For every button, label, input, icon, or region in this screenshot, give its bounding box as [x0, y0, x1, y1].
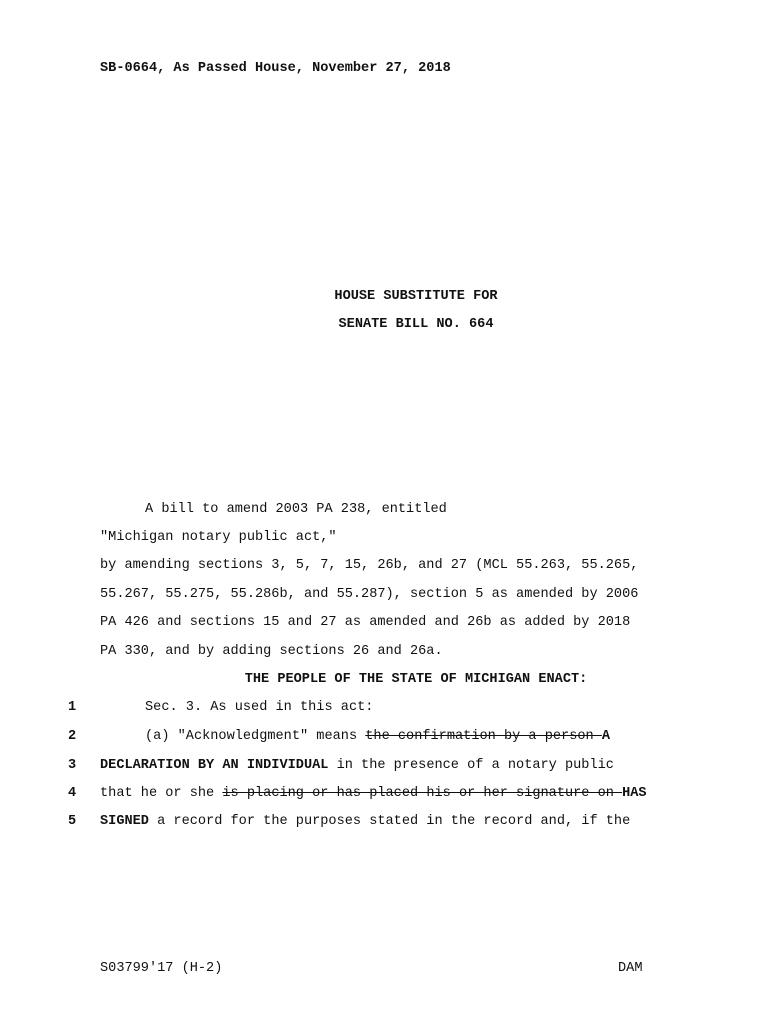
line-number: 5 — [68, 814, 77, 829]
body-text: a record for the purposes stated in the record and, if the — [148, 814, 631, 829]
body-text: (a) "Acknowledgment" means — [145, 729, 366, 744]
line-number: 3 — [68, 758, 77, 773]
footer-initials: DAM — [618, 961, 643, 976]
footer-doc-id: S03799'17 (H-2) — [100, 961, 223, 976]
title-line-1: HOUSE SUBSTITUTE FOR — [334, 289, 498, 304]
inserted-text: DECLARATION BY AN INDIVIDUAL — [100, 758, 329, 773]
preamble-line-5: PA 426 and sections 15 and 27 as amended and 26b as added by 2018 — [100, 615, 631, 630]
preamble-line-6: PA 330, and by adding sections 26 and 26a. — [100, 644, 443, 659]
preamble-line-4: 55.267, 55.275, 55.286b, and 55.287), section 5 as amended by 2006 — [100, 587, 639, 602]
struck-text: is placing or has placed his or her signature on — [222, 786, 623, 801]
preamble-line-3: by amending sections 3, 5, 7, 15, 26b, and 27 (MCL 55.263, 55.265, — [100, 558, 639, 573]
line-number: 4 — [68, 786, 77, 801]
line-number: 2 — [68, 729, 77, 744]
enacting-clause: THE PEOPLE OF THE STATE OF MICHIGAN ENACT: — [244, 672, 588, 687]
body-line-3 — [100, 758, 614, 774]
body-text: in the presence of a notary public — [328, 758, 614, 773]
bill-status-header: SB-0664, As Passed House, November 27, 2018 — [100, 61, 451, 76]
body-line-5 — [100, 814, 630, 830]
body-line-4 — [100, 786, 647, 802]
body-text: that he or she — [100, 786, 223, 801]
preamble-line-2: "Michigan notary public act," — [100, 530, 337, 545]
inserted-text: HAS — [622, 786, 647, 801]
title-line-2: SENATE BILL NO. 664 — [338, 317, 494, 332]
inserted-text: A — [601, 729, 611, 744]
body-line-1: Sec. 3. As used in this act: — [145, 700, 374, 715]
preamble-line-1: A bill to amend 2003 PA 238, entitled — [145, 502, 447, 517]
line-number: 1 — [68, 700, 77, 715]
struck-text: the confirmation by a person — [365, 729, 602, 744]
body-line-2 — [145, 729, 610, 745]
inserted-text: SIGNED — [100, 814, 149, 829]
